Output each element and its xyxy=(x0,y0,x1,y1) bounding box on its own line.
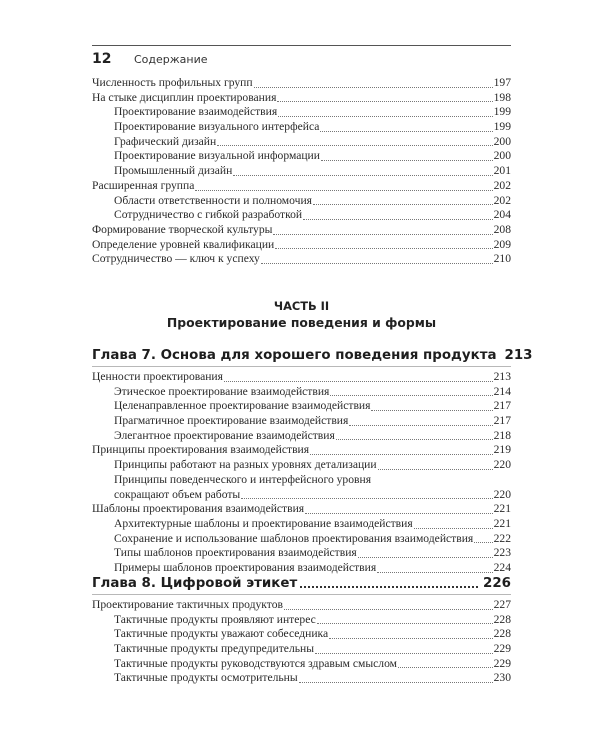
toc-entry[interactable]: Графический дизайн 200 xyxy=(114,134,511,148)
toc-page: 219 xyxy=(493,443,511,457)
toc-page: 220 xyxy=(493,458,511,472)
leader-dots xyxy=(233,175,492,176)
leader-dots xyxy=(329,638,492,639)
toc-page: 198 xyxy=(493,90,511,104)
toc-entry[interactable]: Сохранение и использование шаблонов проектирования взаимодействия 222 xyxy=(114,531,511,545)
leader-dots xyxy=(414,528,493,529)
leader-dots xyxy=(398,667,493,668)
leader-dots xyxy=(195,190,492,191)
toc-page: 210 xyxy=(493,252,511,266)
leader-dots xyxy=(371,410,492,411)
chapter-page: 226 xyxy=(483,576,511,591)
leader-dots xyxy=(336,439,493,440)
leader-dots xyxy=(273,234,492,235)
leader-dots xyxy=(320,131,492,132)
leader-dots xyxy=(315,653,493,654)
toc-page: 202 xyxy=(493,193,511,207)
leader-dots xyxy=(377,572,492,573)
toc-page: 220 xyxy=(493,487,511,501)
leader-dots xyxy=(277,101,492,102)
leader-dots xyxy=(303,219,492,220)
toc-entry[interactable]: Численность профильных групп 197 xyxy=(92,76,511,89)
leader-dots xyxy=(217,145,492,146)
leader-dots xyxy=(261,263,493,264)
toc-entry[interactable]: Ценности проектирования 213 xyxy=(92,370,511,383)
toc-page: 228 xyxy=(493,612,511,626)
toc-page: 199 xyxy=(493,105,511,119)
chapter-title: Глава 7. Основа для хорошего поведения продукта xyxy=(92,348,497,363)
leader-dots xyxy=(321,160,493,161)
toc-entry[interactable]: Этическое проектирование взаимодействия 214 xyxy=(114,384,511,398)
toc-page: 229 xyxy=(493,656,511,670)
toc-entry[interactable]: Определение уровней квалификации 209 xyxy=(92,237,511,251)
toc-entry[interactable]: Принципы работают на разных уровнях детализации 220 xyxy=(114,458,511,472)
leader-dots xyxy=(330,395,492,396)
leader-dots xyxy=(310,454,493,455)
toc-entry[interactable]: Области ответственности и полномочия 202 xyxy=(114,193,511,207)
chapter-page: 213 xyxy=(504,348,533,363)
toc-page: 209 xyxy=(493,237,511,251)
part-label: ЧАСТЬ II xyxy=(273,299,330,313)
toc-page: 200 xyxy=(493,134,511,148)
toc-entry[interactable]: Принципы проектирования взаимодействия 219 xyxy=(92,443,511,457)
page-number: 12 xyxy=(92,51,112,67)
toc-page: 200 xyxy=(493,149,511,163)
toc-entry[interactable]: Типы шаблонов проектирования взаимодействия 223 xyxy=(114,546,511,560)
chapter-heading[interactable] xyxy=(92,574,511,595)
toc-entry[interactable]: Примеры шаблонов проектирования взаимодействия 224 xyxy=(114,560,511,574)
toc-entry[interactable]: Тактичные продукты проявляют интерес 228 xyxy=(114,612,511,626)
leader-dots xyxy=(313,204,493,205)
toc-entry[interactable]: Элегантное проектирование взаимодействия 218 xyxy=(114,428,511,442)
leader-dots xyxy=(224,381,493,382)
toc-entry[interactable]: Сотрудничество с гибкой разработкой 204 xyxy=(114,208,511,222)
toc-chapter-8 xyxy=(92,574,511,686)
toc-page: 224 xyxy=(493,560,511,574)
toc-page: 230 xyxy=(493,671,511,685)
toc-page: 204 xyxy=(493,208,511,222)
toc-page: 227 xyxy=(493,598,511,611)
toc-page: 208 xyxy=(493,222,511,236)
leader-dots xyxy=(241,498,492,499)
toc-entry[interactable]: Тактичные продукты осмотрительны 230 xyxy=(114,671,511,685)
toc-page: 202 xyxy=(493,178,511,192)
part-heading xyxy=(92,299,511,331)
chapter-heading[interactable] xyxy=(92,346,533,367)
toc-page: 217 xyxy=(493,414,511,428)
chapter-title: Глава 8. Цифровой этикет xyxy=(92,576,298,591)
toc-page: 218 xyxy=(493,428,511,442)
leader-dots xyxy=(317,623,493,624)
leader-dots xyxy=(278,116,492,117)
toc-entry[interactable]: Расширенная группа 202 xyxy=(92,178,511,192)
toc-entry[interactable]: Формирование творческой культуры 208 xyxy=(92,222,511,236)
toc-entry[interactable]: Проектирование тактичных продуктов 227 xyxy=(92,598,511,611)
toc-section-top xyxy=(92,76,511,267)
toc-entry[interactable]: Сотрудничество — ключ к успеху 210 xyxy=(92,252,511,266)
toc-page: 228 xyxy=(493,627,511,641)
toc-entry[interactable]: Промышленный дизайн 201 xyxy=(114,164,511,178)
toc-entry[interactable]: Тактичные продукты предупредительны 229 xyxy=(114,642,511,656)
toc-entry[interactable]: Архитектурные шаблоны и проектирование взаимодействия 221 xyxy=(114,516,511,530)
toc-page: 221 xyxy=(493,516,511,530)
toc-chapter-7 xyxy=(92,346,533,576)
toc-page: 229 xyxy=(493,642,511,656)
running-header xyxy=(92,45,511,67)
section-name: Содержание xyxy=(134,53,208,66)
leader-dots xyxy=(474,542,492,543)
toc-entry[interactable]: Прагматичное проектирование взаимодействия 217 xyxy=(114,414,511,428)
toc-page: 223 xyxy=(493,546,511,560)
toc-page: 214 xyxy=(493,384,511,398)
leader-dots xyxy=(349,425,492,426)
leader-dots xyxy=(284,609,493,610)
toc-entry[interactable]: Целенаправленное проектирование взаимодействия 217 xyxy=(114,399,511,413)
leader-dots xyxy=(300,586,478,588)
leader-dots xyxy=(254,87,493,88)
toc-entry[interactable]: Проектирование визуального интерфейса 199 xyxy=(114,120,511,134)
toc-page: 217 xyxy=(493,399,511,413)
toc-page: 221 xyxy=(493,502,511,516)
toc-entry[interactable]: Шаблоны проектирования взаимодействия 221 xyxy=(92,502,511,516)
toc-page: 201 xyxy=(493,164,511,178)
toc-page: 197 xyxy=(493,76,511,89)
toc-page: 222 xyxy=(493,531,511,545)
toc-entry[interactable]: Тактичные продукты руководствуются здравым смыслом 229 xyxy=(114,656,511,670)
leader-dots xyxy=(299,682,493,683)
leader-dots xyxy=(358,557,493,558)
toc-page: 213 xyxy=(493,370,511,383)
toc-page: 199 xyxy=(493,120,511,134)
toc-entry[interactable]: Проектирование взаимодействия 199 xyxy=(114,105,511,119)
toc-entry[interactable]: На стыке дисциплин проектирования 198 xyxy=(92,90,511,104)
part-title: Проектирование поведения и формы xyxy=(166,315,437,330)
toc-entry[interactable]: Принципы поведенческого и интерфейсного уровня сокращают объем работы 220 xyxy=(114,472,511,501)
leader-dots xyxy=(275,248,492,249)
toc-entry[interactable]: Тактичные продукты уважают собеседника 228 xyxy=(114,627,511,641)
leader-dots xyxy=(378,469,493,470)
leader-dots xyxy=(305,513,492,514)
toc-entry[interactable]: Проектирование визуальной информации 200 xyxy=(114,149,511,163)
